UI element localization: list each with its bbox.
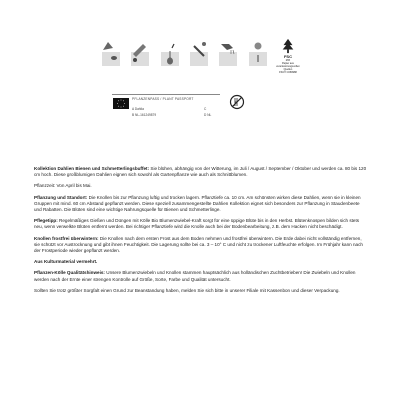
passport-title: PFLANZENPASS / PLANT PASSPORT — [132, 97, 194, 101]
fsc-line-1: MIX — [285, 59, 291, 62]
fsc-line-2: Papier aus verantwortungsvollen Quellen — [276, 62, 300, 71]
passport-field-a: A Dahlia — [132, 107, 144, 111]
fsc-logo — [276, 38, 300, 74]
paragraph-heading: Kollektion Dahlien Bienen und Schmetterlingsbuffet: — [34, 166, 150, 171]
passport-field-d: D NL — [204, 113, 212, 117]
paragraph-planting-location — [34, 195, 368, 214]
not-for-consumption-icon — [229, 94, 245, 110]
soak-tubers-icon — [129, 38, 151, 70]
paragraph-body: Sie blühen, abhängig von der Witterung, im Juli / August / September / Oktober und werden ca. 80 bis 120 cm hoch. Diese großblumigen Dahlien eignen sich sowohl als Gartenpflanze wie auch als Schnittblumen. — [34, 166, 367, 178]
plant-depth-icon — [159, 38, 181, 70]
paragraph-overwintering — [34, 236, 368, 255]
eu-flag-icon — [113, 98, 129, 109]
paragraph-body: Die Knollen nach dem ersten Frost aus dem Boden nehmen und frostfrei überwintern. Die Erde dabei nicht vollständig entfernen, sie schützt vor Austrocknung und gibt ihnen Feuchtigkeit. Die Lagerung sollte bei ca. 3 – 10° C und nicht zu trockener Luftfeuchte erfolgen. Im Frühjahr kann nach der Frostperiode wieder gepflanzt werden. — [34, 235, 363, 254]
paragraph-heading: Pflanzen-Kölle Qualitätshinweis: — [34, 270, 105, 276]
fsc-tree-icon — [280, 38, 296, 54]
passport-field-b: B NL-161249879 — [132, 113, 157, 117]
paragraph-heading: Aus Kulturmaterial vermehrt. — [34, 259, 98, 265]
paragraph-body: Sollten Sie trotz größter Sorgfalt einen Grund zur Beanstandung haben, melden Sie sich bitte in unserer Filiale mit Kassenbon und dieser Verpackung. — [34, 287, 340, 293]
sun-location-icon — [247, 38, 269, 70]
product-description — [34, 166, 368, 299]
paragraph-quality-notice — [34, 270, 368, 282]
paragraph-body: Unsere Blumenzwiebeln und Knollen stammen hauptsächlich aus holländischen Zuchtbetrieben! Die Zwiebeln und Knollen werden nach der Ernte einer strengen Kontrolle auf Größe, Sorte, Farbe und Qualität untersucht. — [34, 270, 356, 282]
paragraph-body: Pflanzzeit: Von April bis Mai. — [34, 183, 92, 189]
paragraph-body: Regelmäßiges Gießen und Düngen mit Kölle Bio Blumenzwiebel-Kraft sorgt für eine üppige Blüte bis in den Herbst. Blütenknospen bilden sich stets neu, wenn verwelkte Blüten entfernt werden. Bei richtiger Pflanztiefe wird die Knolle auch bei der Bodenbearbeitung, z.B. dem Hacken nicht beschädigt. — [34, 218, 360, 230]
paragraph-propagation — [34, 259, 368, 265]
water-icon — [217, 38, 239, 70]
fsc-label: FSC — [283, 54, 292, 59]
paragraph-body: Die Knollen bis zur Pflanzung luftig und trocken lagern. Pflanztiefe ca. 10 cm. Am schönsten wirken diese Dahlien, wenn sie in kleinen Gruppen mit mind. 60 cm Abstand gepflanzt werden. Diese speziell zusammengestellte Dahlien Kollektion eignet sich besonders zur Pflanzung in Staudenbeete und Rabatten. Die Blüten sind eine wichtige Nahrungsquelle für Bienen und Schmetterlinge. — [34, 194, 361, 213]
paragraph-planting-time — [34, 183, 368, 189]
paragraph-heading: Pflegetipp: — [34, 218, 58, 224]
planting-instructions-row — [100, 38, 300, 78]
plant-passport — [112, 94, 220, 127]
open-package-icon — [100, 38, 122, 70]
paragraph-complaints — [34, 288, 368, 294]
paragraph-heading: Pflanzung und Standort: — [34, 194, 88, 200]
fsc-line-3: FSC® C069988 — [279, 71, 297, 74]
passport-field-c: C — [204, 107, 207, 111]
cover-soil-icon — [188, 38, 210, 70]
paragraph-care-tip — [34, 218, 368, 230]
paragraph-heading: Knollen frostfrei überwintern: — [34, 235, 99, 241]
paragraph-collection — [34, 166, 368, 178]
